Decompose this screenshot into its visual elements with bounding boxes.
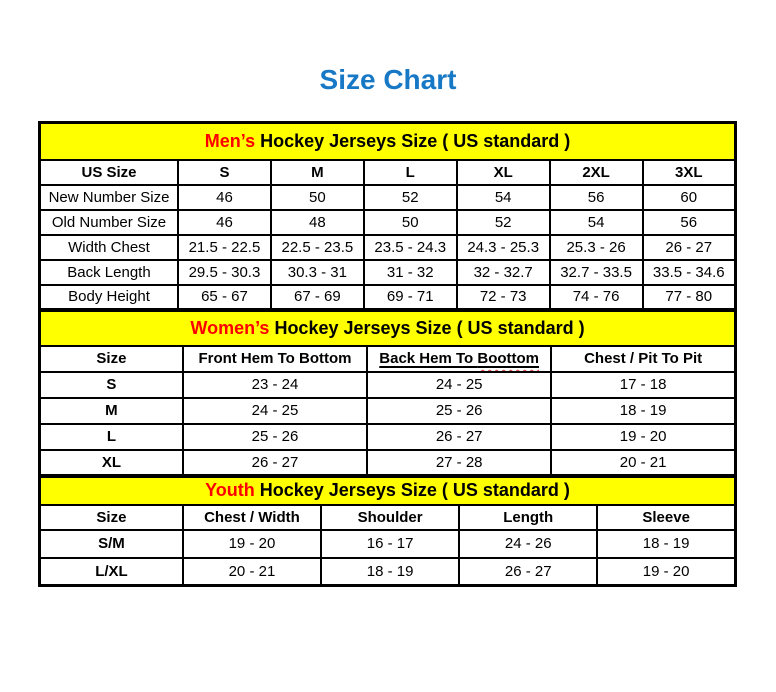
header-text: Size xyxy=(96,508,127,526)
column-header-cell xyxy=(551,346,735,372)
value-cell: 52 xyxy=(457,210,550,235)
row-label-cell: M xyxy=(40,398,183,424)
value-cell: 24 - 25 xyxy=(367,372,551,398)
header-text: M xyxy=(311,163,324,181)
mens-table-row xyxy=(40,260,736,285)
value-cell: 18 - 19 xyxy=(321,558,459,586)
value-cell: 23.5 - 24.3 xyxy=(364,235,457,260)
value-cell: 32 - 32.7 xyxy=(457,260,550,285)
value-cell: 72 - 73 xyxy=(457,285,550,310)
row-label-cell: Old Number Size xyxy=(40,210,179,235)
value-cell: 24 - 25 xyxy=(183,398,367,424)
column-header-cell xyxy=(459,505,597,530)
value-cell: 27 - 28 xyxy=(367,450,551,476)
row-label-cell: Width Chest xyxy=(40,235,179,260)
row-label-cell: L xyxy=(40,424,183,450)
value-cell: 54 xyxy=(457,185,550,210)
youth-table-row xyxy=(40,530,736,558)
value-cell: 24.3 - 25.3 xyxy=(457,235,550,260)
row-label-cell: XL xyxy=(40,450,183,476)
header-text: Length xyxy=(503,508,554,526)
header-text: 3XL xyxy=(675,163,703,181)
header-text: 2XL xyxy=(582,163,610,181)
value-cell: 46 xyxy=(178,210,271,235)
header-text: S xyxy=(219,163,230,181)
row-label-cell: New Number Size xyxy=(40,185,179,210)
value-cell: 56 xyxy=(550,185,643,210)
column-header-cell xyxy=(183,505,321,530)
section-title-text: Hockey Jerseys Size ( US standard ) xyxy=(254,480,570,501)
row-label-cell: S/M xyxy=(40,530,183,558)
column-header-cell xyxy=(457,160,550,185)
value-cell: 54 xyxy=(550,210,643,235)
column-header-cell xyxy=(183,346,367,372)
value-cell: 16 - 17 xyxy=(321,530,459,558)
row-label-cell: S xyxy=(40,372,183,398)
mens-table-row xyxy=(40,235,736,260)
value-cell: 46 xyxy=(178,185,271,210)
value-cell: 50 xyxy=(271,185,364,210)
womens-column-header-row xyxy=(40,346,736,372)
header-text: XL xyxy=(493,163,513,181)
value-cell: 56 xyxy=(643,210,736,235)
section-title-highlight: Youth xyxy=(205,480,255,501)
value-cell: 25 - 26 xyxy=(367,398,551,424)
misspelled-word: Boottom xyxy=(477,350,540,367)
header-text: Size xyxy=(96,350,127,367)
womens-size-table xyxy=(38,309,737,477)
womens-table-row xyxy=(40,424,736,450)
value-cell: 30.3 - 31 xyxy=(271,260,364,285)
womens-section-band xyxy=(40,311,736,346)
value-cell: 20 - 21 xyxy=(551,450,735,476)
value-cell: 19 - 20 xyxy=(183,530,321,558)
row-label-cell: Body Height xyxy=(40,285,179,310)
youth-table-row xyxy=(40,558,736,586)
value-cell: 26 - 27 xyxy=(459,558,597,586)
header-text: Front Hem To Bottom xyxy=(198,350,352,367)
section-title-text: Hockey Jerseys Size ( US standard ) xyxy=(269,317,585,338)
value-cell: 26 - 27 xyxy=(183,450,367,476)
value-cell: 24 - 26 xyxy=(459,530,597,558)
value-cell: 23 - 24 xyxy=(183,372,367,398)
column-header-cell xyxy=(321,505,459,530)
section-title-highlight: Men’s xyxy=(204,130,256,151)
youth-section-band xyxy=(40,477,736,505)
mens-table-row xyxy=(40,210,736,235)
value-cell: 52 xyxy=(364,185,457,210)
value-cell: 48 xyxy=(271,210,364,235)
column-header-cell xyxy=(367,346,551,372)
column-header-cell xyxy=(271,160,364,185)
value-cell: 33.5 - 34.6 xyxy=(643,260,736,285)
section-title-highlight: Women’s xyxy=(190,317,270,338)
womens-table-row xyxy=(40,372,736,398)
value-cell: 69 - 71 xyxy=(364,285,457,310)
header-text: Sleeve xyxy=(642,508,690,526)
womens-section-title xyxy=(40,311,736,346)
header-text: L xyxy=(405,163,415,181)
value-cell: 29.5 - 30.3 xyxy=(178,260,271,285)
value-cell: 26 - 27 xyxy=(643,235,736,260)
youth-section-title xyxy=(40,477,736,505)
value-cell: 21.5 - 22.5 xyxy=(178,235,271,260)
mens-column-header-row xyxy=(40,160,736,185)
row-label-cell: Back Length xyxy=(40,260,179,285)
column-header-cell xyxy=(40,160,179,185)
youth-size-table xyxy=(38,475,737,587)
header-text: US Size xyxy=(81,163,137,181)
value-cell: 18 - 19 xyxy=(597,530,735,558)
value-cell: 31 - 32 xyxy=(364,260,457,285)
column-header-cell xyxy=(178,160,271,185)
column-header-cell xyxy=(40,346,183,372)
value-cell: 17 - 18 xyxy=(551,372,735,398)
header-text: Chest / Pit To Pit xyxy=(584,350,703,367)
column-header-cell xyxy=(643,160,736,185)
underlined-header-text xyxy=(379,350,539,367)
womens-table-row xyxy=(40,398,736,424)
value-cell: 18 - 19 xyxy=(551,398,735,424)
section-title-text: Hockey Jerseys Size ( US standard ) xyxy=(255,130,571,151)
womens-table-row xyxy=(40,450,736,476)
column-header-cell xyxy=(40,505,183,530)
value-cell: 19 - 20 xyxy=(597,558,735,586)
column-header-cell xyxy=(597,505,735,530)
mens-table-row xyxy=(40,285,736,310)
page-title: Size Chart xyxy=(319,64,457,95)
value-cell: 26 - 27 xyxy=(367,424,551,450)
value-cell: 22.5 - 23.5 xyxy=(271,235,364,260)
value-cell: 19 - 20 xyxy=(551,424,735,450)
size-tables xyxy=(38,121,737,587)
value-cell: 77 - 80 xyxy=(643,285,736,310)
value-cell: 67 - 69 xyxy=(271,285,364,310)
value-cell: 60 xyxy=(643,185,736,210)
header-text: Chest / Width xyxy=(204,508,300,526)
mens-section-title xyxy=(40,123,736,160)
column-header-cell xyxy=(364,160,457,185)
mens-table-row xyxy=(40,185,736,210)
mens-section-band xyxy=(40,123,736,160)
value-cell: 25 - 26 xyxy=(183,424,367,450)
value-cell: 74 - 76 xyxy=(550,285,643,310)
youth-column-header-row xyxy=(40,505,736,530)
column-header-cell xyxy=(550,160,643,185)
value-cell: 25.3 - 26 xyxy=(550,235,643,260)
header-text: Shoulder xyxy=(357,508,423,526)
value-cell: 20 - 21 xyxy=(183,558,321,586)
header-text: Back Hem To xyxy=(379,350,478,367)
row-label-cell: L/XL xyxy=(40,558,183,586)
value-cell: 50 xyxy=(364,210,457,235)
mens-size-table xyxy=(38,121,737,311)
value-cell: 65 - 67 xyxy=(178,285,271,310)
value-cell: 32.7 - 33.5 xyxy=(550,260,643,285)
